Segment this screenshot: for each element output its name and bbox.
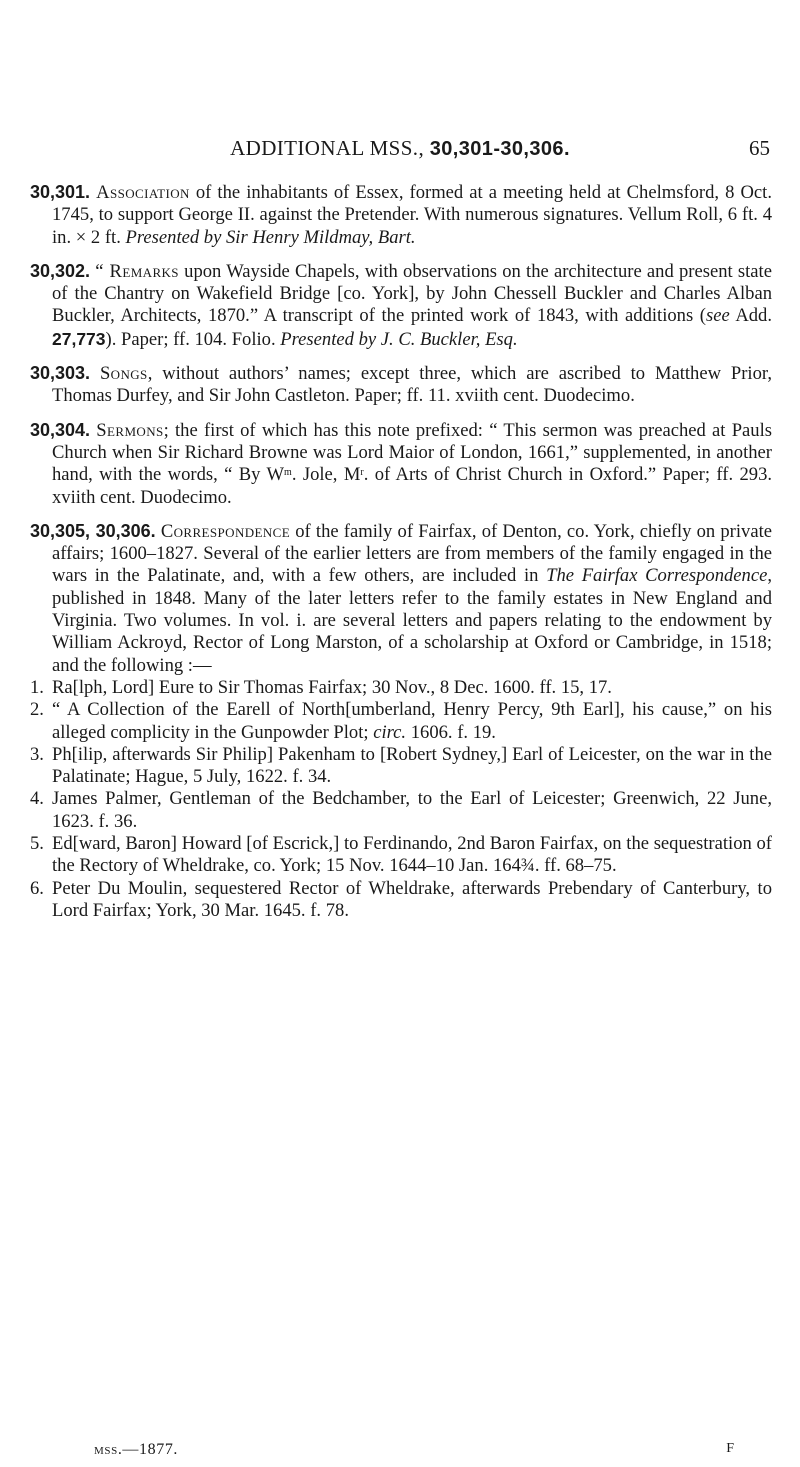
entry-lead: “ Remarks bbox=[95, 260, 179, 282]
list-item bbox=[30, 788, 772, 833]
list-item-number: 3. bbox=[30, 743, 44, 765]
list-item-text: Peter Du Moulin, sequestered Rector of Wheldrake, afterwards Prebendary of Canterbury, to Lord Fairfax; York, 30 Mar. 1645. f. 78. bbox=[52, 877, 772, 921]
entry-lead: Association bbox=[96, 182, 190, 203]
list-item-text: Ra[lph, Lord] Eure to Sir Thomas Fairfax; 30 Nov., 8 Dec. 1600. ff. 15, 17. bbox=[52, 676, 612, 698]
entry-number: 30,302. bbox=[30, 260, 91, 281]
list-item bbox=[30, 833, 772, 878]
entry-text: , without authors’ names; except three, which are ascribed to Matthew Prior, Thomas Durfey, and Sir John Castleton. Paper; ff. 11. xviith cent. Duodecimo. bbox=[52, 363, 772, 407]
entry-presented: Presented by Sir Henry Mildmay, Bart. bbox=[125, 226, 416, 248]
entry-text: ). Paper; ff. 104. Folio. bbox=[105, 328, 281, 350]
page-footer bbox=[94, 1441, 734, 1461]
list-item-number: 4. bbox=[30, 788, 44, 810]
see-reference: see bbox=[706, 305, 730, 327]
entry-text: . Jole, M bbox=[291, 464, 361, 486]
list-item-text: Ed[ward, Baron] Howard [of Escrick,] to Ferdinando, 2nd Baron Fairfax, on the sequestration of the Rectory of Wheldrake, co. York; 15 Nov. 1644–10 Jan. 164¾. ff. 68–75. bbox=[52, 833, 772, 877]
gathering-letter: F bbox=[726, 1441, 734, 1456]
entry-lead: Sermons bbox=[96, 419, 164, 441]
entry-text: , published in 1848. Many of the later letters refer to the family estates in New England and Virginia. Two volumes. In vol. i. are several letters and papers relating to the endowment by William Ackroyd, Rector of Long Marston, of a scholarship at Oxford or Cambridge, in 1518; and the following :— bbox=[52, 565, 772, 676]
entry-text: upon Wayside Chapels, with observations on the architecture and present state of the Chantry on Wakefield Bridge [co. York], by John Chessell Buckler and Charles Alban Buckler, Architects, 1870.” A transcript of the printed work of 1843, with additions ( bbox=[52, 260, 772, 327]
list-item-text: 1606. f. 19. bbox=[406, 721, 496, 743]
circa-abbreviation: circ. bbox=[373, 721, 407, 743]
signature-mark: mss.—1877. bbox=[94, 1441, 179, 1458]
catalogue-entry-30302 bbox=[30, 260, 772, 351]
running-head bbox=[30, 136, 770, 166]
superscript: m bbox=[284, 467, 292, 479]
list-item bbox=[30, 878, 772, 923]
catalogue-entry-30304 bbox=[30, 419, 772, 509]
entry-text: . of Arts of Christ Church in Oxford.” Paper; ff. 293. xviith cent. Duodecimo. bbox=[52, 464, 773, 508]
list-item bbox=[30, 699, 772, 744]
published-work-title: The Fairfax Correspondence bbox=[546, 565, 768, 587]
list-item-number: 5. bbox=[30, 833, 44, 855]
list-item-number: 2. bbox=[30, 699, 44, 721]
list-item-text: “ A Collection of the Earell of North[umberland, Henry Percy, 9th Earl], his cause,” on his alleged complicity in the Gunpowder Plot; bbox=[52, 699, 772, 743]
list-item-text: Ph[ilip, afterwards Sir Philip] Pakenham to [Robert Sydney,] Earl of Leicester, on the war in the Palatinate; Hague, 5 July, 1622. f. 34. bbox=[52, 743, 772, 788]
catalogue-entry-30301 bbox=[30, 181, 772, 249]
catalogue-content bbox=[30, 181, 772, 922]
running-title-prefix: ADDITIONAL MSS., bbox=[230, 136, 430, 160]
entry-number: 30,303. bbox=[30, 363, 91, 384]
catalogue-entry-30303 bbox=[30, 362, 772, 408]
page-number: 65 bbox=[749, 136, 770, 160]
entry-lead: Correspondence bbox=[160, 520, 291, 542]
entry-text: Add. bbox=[729, 305, 772, 327]
entry-number: 30,304. bbox=[30, 419, 91, 440]
superscript: r bbox=[360, 467, 364, 479]
list-item-number: 1. bbox=[30, 676, 44, 698]
list-item bbox=[30, 744, 772, 789]
entry-text: of the family of Fairfax, of Denton, co. York, chiefly on private affairs; 1600–1827. Several of the earlier letters are from members of the family engaged in the wars in the Palatinate, and, with a few others, are included in bbox=[52, 520, 772, 587]
entry-number: 30,301. bbox=[30, 182, 91, 202]
entry-text: ; the first of which has this note prefixed: “ This sermon was preached at Pauls Church when Sir Richard Browne was Lord Maior of London, 1661,” supplemented, in another hand, with the words, “ By W bbox=[52, 419, 772, 486]
entry-number: 30,305, 30,306. bbox=[30, 520, 156, 541]
list-item-number: 6. bbox=[30, 877, 44, 899]
entry-text: of the inhabitants of Essex, formed at a meeting held at Chelmsford, 8 Oct. 1745, to support George II. against the Pretender. With numerous signatures. Vellum Roll, 6 ft. 4 in. × 2 ft. bbox=[52, 182, 772, 248]
entry-lead: Songs bbox=[99, 363, 148, 385]
list-item bbox=[30, 677, 772, 699]
running-title bbox=[30, 136, 770, 161]
list-item-text: James Palmer, Gentleman of the Bedchamber, to the Earl of Leicester; Greenwich, 22 June, 1623. f. 36. bbox=[52, 788, 772, 832]
entry-presented: Presented by J. C. Buckler, Esq. bbox=[280, 328, 518, 350]
catalogue-entry-30305 bbox=[30, 520, 772, 677]
letters-list bbox=[30, 677, 772, 922]
cross-reference-number: 27,773 bbox=[52, 328, 106, 349]
running-title-range: 30,301-30,306. bbox=[429, 138, 570, 160]
